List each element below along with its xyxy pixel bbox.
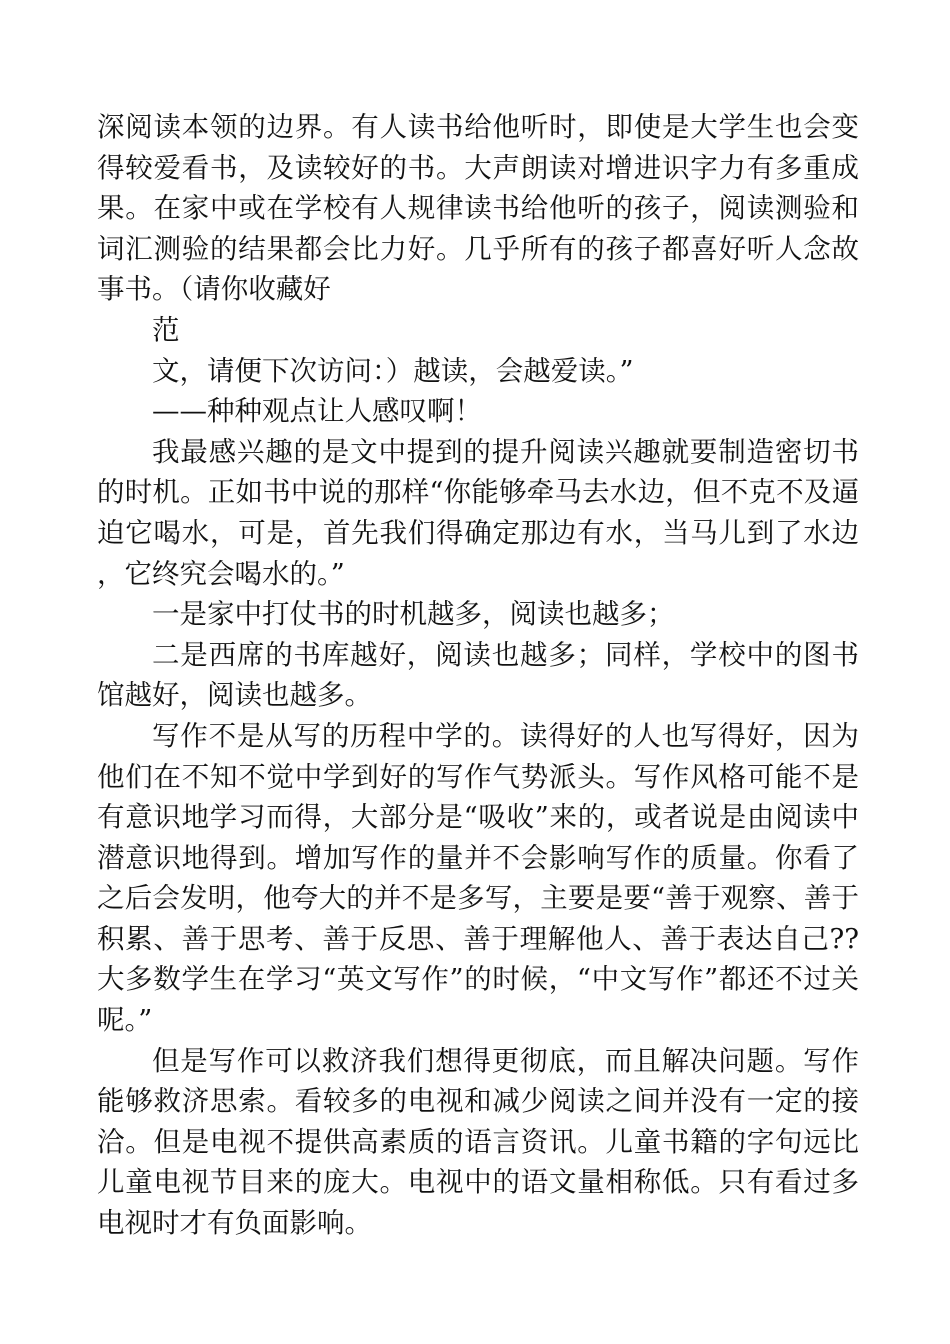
paragraph-point-one: 一是家中打仗书的时机越多，阅读也越多； xyxy=(152,598,675,631)
paragraph-continuation: 深阅读本领的边界。有人读书给他听时，即使是大学生也会变得较爱看书，及读较好的书。大声朗读对增进识字力有多重成果。在家中或在学校有人规律读书给他听的孩子，阅读测验和词汇测验的结果都会比力好。几乎所有的孩子都喜好听人念故事书。（请你收藏好 xyxy=(97,111,859,306)
paragraph-exclamation: ——种种观点让人感叹啊！ xyxy=(152,395,482,428)
paragraph-writing: 写作不是从写的历程中学的。读得好的人也写得好，因为他们在不知不觉中学到好的写作气势派头。写作风格可能不是有意识地学习而得，大部分是“吸收”来的，或者说是由阅读中潜意识地得到。增加写作的量并不会影响写作的质量。你看了之后会发明，他夸大的并不是多写，主要是要“善于观察、善于积累、善于思考、善于反思、善于理解他人、善于表达自己??大多数学生在学习“英文写作”的时候，“中文写作”都还不过关呢。” xyxy=(97,719,859,1037)
paragraph-visit-note: 文，请便下次访问：）越读，会越爱读。” xyxy=(152,354,634,387)
paragraph-reading-interest: 我最感兴趣的是文中提到的提升阅读兴趣就要制造密切书的时机。正如书中说的那样“你能够牵马去水边，但不克不及逼迫它喝水，可是，首先我们得确定那边有水，当马儿到了水边，它终究会喝水的。” xyxy=(97,435,859,590)
document-page xyxy=(97,107,859,1244)
paragraph-fan: 范 xyxy=(152,313,180,346)
paragraph-point-two: 二是西席的书库越好，阅读也越多；同样，学校中的图书馆越好，阅读也越多。 xyxy=(97,638,859,712)
paragraph-television: 但是写作可以救济我们想得更彻底，而且解决问题。写作能够救济思索。看较多的电视和减少阅读之间并没有一定的接洽。但是电视不提供高素质的语言资讯。儿童书籍的字句远比儿童电视节目来的庞大。电视中的语文量相称低。只有看过多电视时才有负面影响。 xyxy=(97,1044,859,1240)
